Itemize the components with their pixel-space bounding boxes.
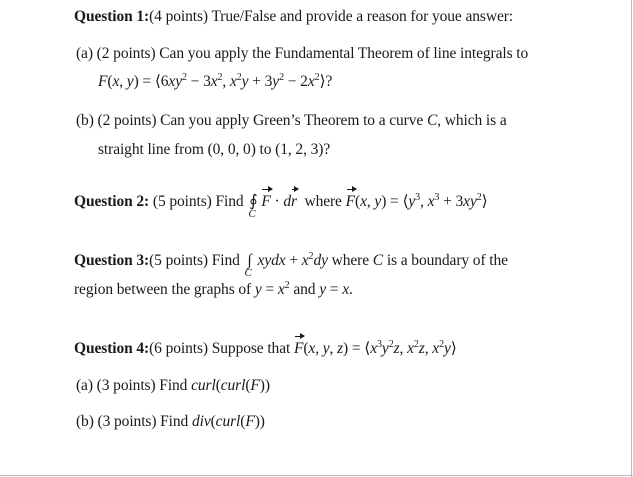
question-2-title: Question 2:: [74, 193, 150, 210]
question-1a-line-2: F(x, $y) = ⟨6xy^2 - 3x^2$, $x^2y + 3y^2$ − $2x^2⟩$?: [98, 72, 333, 90]
question-1b-line-2: straight line from (0, 0, 0) to (1, 2, 3)?: [98, 141, 331, 158]
contour-integral-symbol: ∮ C: [248, 193, 258, 220]
question-4-title: Question 4:: [74, 340, 150, 357]
question-1-title: Question 1:: [74, 8, 150, 25]
page-border-bottom: [0, 475, 633, 476]
question-2: Question 2: (5 points) Find ∮ C F · dr where F(x, $y) = ⟨y^3$, $x^3$ + $3xy^2⟩$: [74, 192, 488, 220]
question-4a: (a) (3 points) Find curl(curl(F)): [76, 377, 270, 394]
question-1-heading: [74, 8, 513, 26]
integral-symbol: ∫ C: [244, 252, 252, 279]
page-border-right: [631, 0, 632, 477]
question-3-line-2: region between the graphs of $y = x^2$ and y = x.: [74, 280, 353, 298]
question-1b-line-1: (b) (2 points) Can you apply Green’s Theorem to a curve C, which is a: [76, 112, 507, 129]
question-1-intro: (4 points) True/False and provide a reason for youe answer:: [149, 8, 513, 25]
question-1a-line-1: (a) (2 points) Can you apply the Fundamental Theorem of line integrals to: [76, 45, 529, 62]
question-4b: (b) (3 points) Find div(curl(F)): [76, 413, 265, 430]
question-4: Question 4:(6 points) Suppose that F(x, y, $z) = ⟨x^3y^2z$, $x^2z$, $x^2y⟩$: [74, 339, 457, 357]
question-3-line-1: Question 3:(5 points) Find ∫ C xydx + $x^2dy$ where C is a boundary of the: [74, 251, 508, 279]
question-3-title: Question 3:: [74, 252, 150, 269]
